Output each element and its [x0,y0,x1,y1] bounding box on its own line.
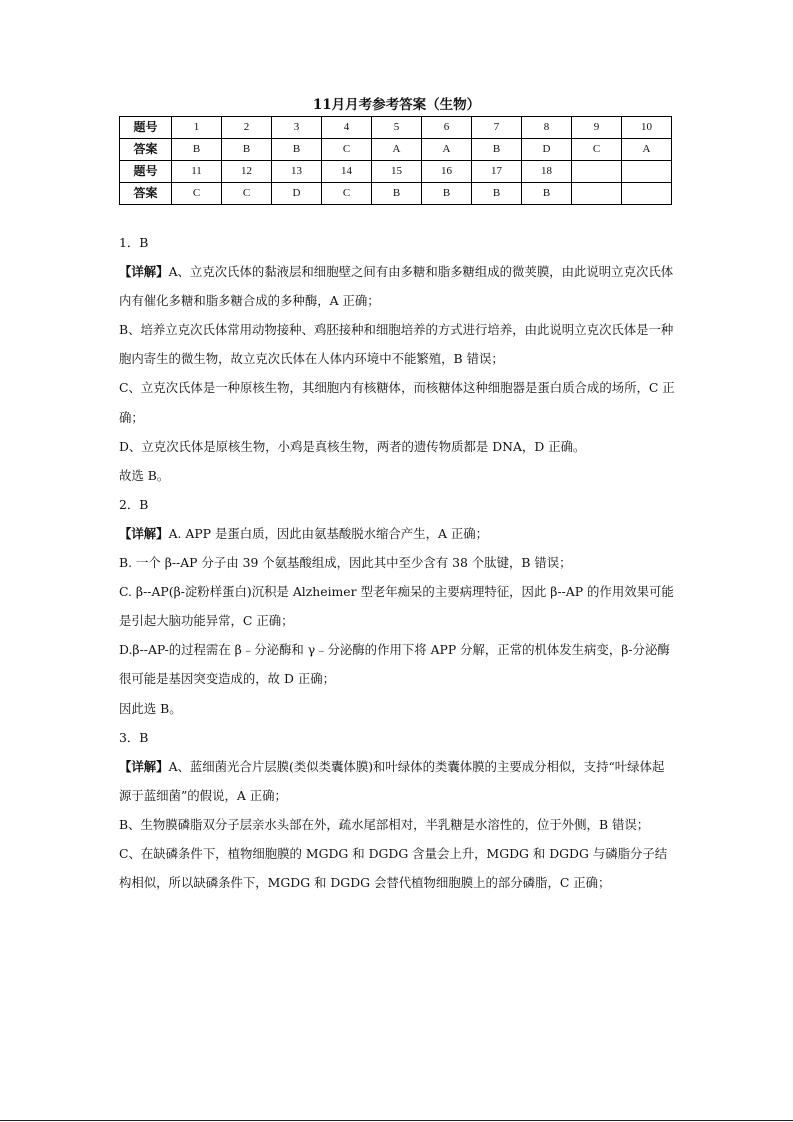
question-1-paragraph: B、培养立克次氏体常用动物接种、鸡胚接种和细胞培养的方式进行培养，由此说明立克次氏体是一种胞内寄生的微生物，故立克次氏体在人体内环境中不能繁殖，B 错误； [119,322,674,367]
question-2-conclusion: 因此选 B。 [119,700,182,716]
table-cell: C [322,183,372,205]
detail-tag: 【详解】 [119,758,169,774]
table-cell [622,183,672,205]
table-cell: 2 [222,117,272,139]
table-cell [572,183,622,205]
table-cell: C [172,183,222,205]
question-2-paragraph [119,519,675,548]
question-1-heading: 1．B [119,235,149,250]
table-cell: A [622,139,672,161]
table-cell: B [522,183,572,205]
table-cell [622,161,672,183]
question-1-paragraph: D、立克次氏体是原核生物，小鸡是真核生物，两者的遗传物质都是 DNA，D 正确。 [119,438,586,454]
detail-tag: 【详解】 [119,525,169,541]
table-cell: B [372,183,422,205]
question-2-paragraph: B. 一个 β--AP 分子由 39 个氨基酸组成，因此其中至少含有 38 个肽键，B 错误； [119,555,572,571]
table-cell: 16 [422,161,472,183]
table-cell: 12 [222,161,272,183]
table-row [120,117,672,139]
table-cell: A [422,139,472,161]
table-cell: B [272,139,322,161]
table-row [120,139,672,161]
question-1-conclusion: 故选 B。 [119,467,170,483]
table-row [120,161,672,183]
table-cell: 5 [372,117,422,139]
explanations [119,228,675,897]
table-cell: B [422,183,472,205]
question-2-paragraph: D.β--AP-的过程需在 β﹣分泌酶和 γ﹣分泌酶的作用下将 APP 分解，正常的机体发生病变，β-分泌酶很可能是基因突变造成的，故 D 正确； [119,642,670,687]
question-3-heading: 3．B [119,729,149,745]
table-row [120,183,672,205]
table-cell: 14 [322,161,372,183]
table-cell: 3 [272,117,322,139]
paragraph-text: A. APP 是蛋白质，因此由氨基酸脱水缩合产生，A 正确； [168,525,489,541]
table-cell: 6 [422,117,472,139]
table-cell: 17 [472,161,522,183]
table-cell: 18 [522,161,572,183]
paragraph-text: A、蓝细菌光合片层膜(类似类囊体膜)和叶绿体的类囊体膜的主要成分相似，支持“叶绿体起源于蓝细菌”的假说，A 正确； [119,758,665,803]
table-cell: 1 [172,117,222,139]
question-3-paragraph: C、在缺磷条件下，植物细胞膜的 MGDG 和 DGDG 含量会上升，MGDG 和 DGDG 与磷脂分子结构相似，所以缺磷条件下，MGDG 和 DGDG 会替代植物细胞膜上的部分磷脂，C 正确； [119,845,668,891]
table-cell [572,161,622,183]
table-cell: C [222,183,272,205]
question-2-heading: 2．B [119,496,149,512]
row-label-question: 题号 [120,117,172,139]
table-cell: B [472,139,522,161]
question-2-paragraph: C. β--AP(β-淀粉样蛋白)沉积是 Alzheimer 型老年痴呆的主要病理特征，因此 β--AP 的作用效果可能是引起大脑功能异常，C 正确； [119,584,674,629]
table-cell: B [472,183,522,205]
table-cell: B [172,139,222,161]
question-1-paragraph: C、立克次氏体是一种原核生物，其细胞内有核糖体，而核糖体这种细胞器是蛋白质合成的场所，C 正确； [119,380,675,425]
table-cell: 4 [322,117,372,139]
table-cell: C [322,139,372,161]
table-cell: 9 [572,117,622,139]
detail-tag: 【详解】 [119,264,169,280]
page-title: 11月月考参考答案（生物） [312,97,481,113]
table-cell: 13 [272,161,322,183]
table-cell: A [372,139,422,161]
question-3-paragraph: B、生物膜磷脂双分子层亲水头部在外，疏水尾部相对，半乳糖是水溶性的，位于外侧，B 错误； [119,816,650,832]
paragraph-text: A、立克次氏体的黏液层和细胞壁之间有由多糖和脂多糖组成的微荚膜，由此说明立克次氏体内有催化多糖和脂多糖合成的多种酶，A 正确； [119,264,674,309]
row-label-question: 题号 [120,161,172,183]
question-1-paragraph [119,257,675,315]
row-label-answer: 答案 [120,183,172,205]
table-cell: 10 [622,117,672,139]
table-cell: 8 [522,117,572,139]
table-cell: D [522,139,572,161]
table-cell: 11 [172,161,222,183]
table-cell: 7 [472,117,522,139]
page-bottom-rule [0,1120,793,1121]
table-cell: D [272,183,322,205]
row-label-answer: 答案 [120,139,172,161]
table-cell: C [572,139,622,161]
table-cell: 15 [372,161,422,183]
question-3-paragraph [119,752,675,810]
answer-table [119,116,672,205]
table-cell: B [222,139,272,161]
